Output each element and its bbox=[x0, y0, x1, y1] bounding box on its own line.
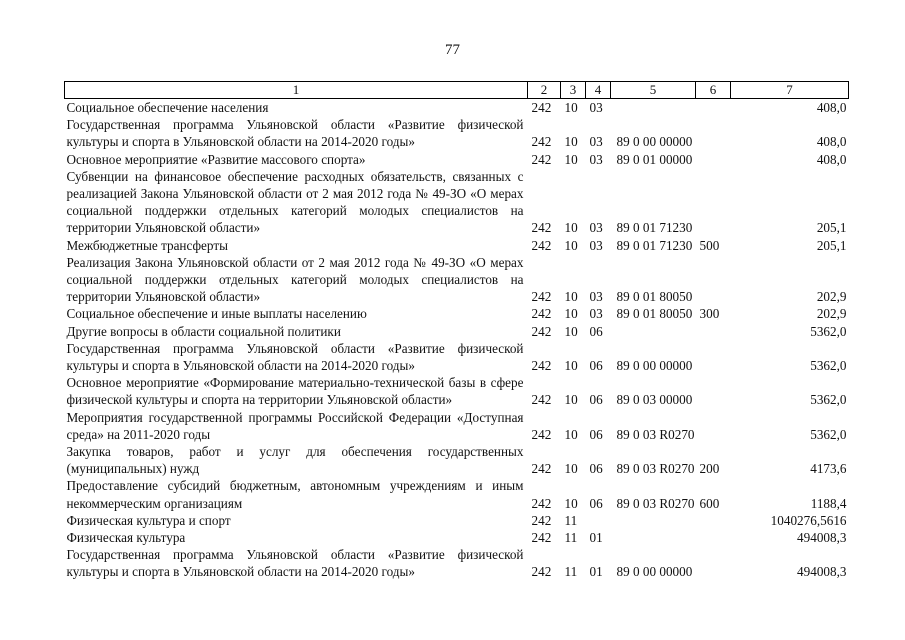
row-target-article: 89 0 00 00000 bbox=[616, 134, 693, 150]
row-ministry-code: 242 bbox=[531, 306, 552, 322]
row-name: Субвенции на финансовое обеспечение расходных обязательств, связанных с реализацией Закона Ульяновской области от 2 мая 2012 года № 49-ЗО «О мерах социальной поддержки отдельных категорий молодых специалистов на территории Ульяновской области» bbox=[66, 168, 524, 236]
row-name: Физическая культура и спорт bbox=[66, 512, 231, 528]
row-amount: 1040276,5616 bbox=[770, 512, 847, 528]
row-name: Другие вопросы в области социальной политики bbox=[66, 323, 341, 339]
header-col-1: 1 bbox=[65, 82, 528, 99]
row-expense-type bbox=[696, 340, 731, 374]
row-subsection-code: 03 bbox=[589, 134, 603, 150]
row-amount: 5362,0 bbox=[810, 358, 847, 374]
row-section-code: 10 bbox=[564, 151, 578, 167]
row-ministry-code: 242 bbox=[531, 220, 552, 236]
row-name: Реализация Закона Ульяновской области от 2 мая 2012 года № 49-ЗО «О мерах социальной поддержки отдельных категорий молодых специалистов на территории Ульяновской области» bbox=[66, 254, 524, 305]
row-amount: 202,9 bbox=[816, 289, 847, 305]
row-subsection-code: 01 bbox=[589, 530, 603, 546]
table-row bbox=[65, 409, 849, 443]
table-row bbox=[65, 237, 849, 254]
row-expense-type: 200 bbox=[699, 461, 720, 477]
row-subsection-code: 06 bbox=[589, 461, 603, 477]
row-expense-type: 500 bbox=[699, 237, 720, 253]
row-target-article: 89 0 03 R0270 bbox=[616, 426, 695, 442]
row-expense-type bbox=[696, 323, 731, 340]
row-section-code: 11 bbox=[564, 530, 578, 546]
row-target-article: 89 0 00 00000 bbox=[616, 564, 693, 580]
table-row bbox=[65, 340, 849, 374]
row-name: Основное мероприятие «Формирование материально-технической базы в сфере физической культуры и спорта на территории Ульяновской области» bbox=[66, 375, 524, 408]
row-section-code: 11 bbox=[564, 512, 578, 528]
row-ministry-code: 242 bbox=[531, 530, 552, 546]
row-target-article: 89 0 01 80050 bbox=[616, 289, 693, 305]
row-name: Закупка товаров, работ и услуг для обеспечения государственных (муниципальных) нужд bbox=[66, 444, 524, 477]
row-amount: 5362,0 bbox=[810, 392, 847, 408]
row-amount: 205,1 bbox=[816, 220, 847, 236]
row-name: Социальное обеспечение населения bbox=[66, 100, 269, 115]
row-section-code: 10 bbox=[564, 323, 578, 339]
row-target-article: 89 0 01 00000 bbox=[616, 151, 693, 167]
row-amount: 1188,4 bbox=[810, 495, 847, 511]
page-number: 77 bbox=[445, 42, 460, 58]
row-amount: 4173,6 bbox=[810, 461, 847, 477]
row-amount: 408,0 bbox=[816, 100, 847, 115]
row-subsection-code: 06 bbox=[589, 358, 603, 374]
row-expense-type: 600 bbox=[699, 495, 720, 511]
row-subsection-code: 03 bbox=[589, 151, 603, 167]
row-section-code: 11 bbox=[564, 564, 578, 580]
row-target-article: 89 0 01 71230 bbox=[616, 220, 693, 236]
row-section-code: 10 bbox=[564, 220, 578, 236]
row-target-article: 89 0 01 71230 bbox=[616, 237, 693, 253]
row-section-code: 10 bbox=[564, 392, 578, 408]
row-ministry-code: 242 bbox=[531, 151, 552, 167]
row-ministry-code: 242 bbox=[531, 564, 552, 580]
row-subsection-code: 06 bbox=[589, 323, 603, 339]
header-col-5: 5 bbox=[611, 82, 696, 99]
row-name: Государственная программа Ульяновской области «Развитие физической культуры и спорта в Ульяновской области на 2014-2020 годы» bbox=[66, 340, 524, 374]
row-ministry-code: 242 bbox=[531, 134, 552, 150]
row-section-code: 10 bbox=[564, 461, 578, 477]
row-ministry-code: 242 bbox=[531, 100, 552, 115]
row-target-article bbox=[611, 99, 696, 117]
row-target-article: 89 0 03 00000 bbox=[616, 392, 693, 408]
row-name: Основное мероприятие «Развитие массового спорта» bbox=[66, 151, 366, 167]
row-target-article: 89 0 00 00000 bbox=[616, 358, 693, 374]
row-subsection-code: 06 bbox=[589, 495, 603, 511]
table-row bbox=[65, 305, 849, 322]
row-ministry-code: 242 bbox=[531, 392, 552, 408]
row-target-article bbox=[611, 529, 696, 546]
row-expense-type bbox=[696, 529, 731, 546]
table-row bbox=[65, 443, 849, 477]
table-row bbox=[65, 254, 849, 306]
row-name: Физическая культура bbox=[66, 530, 186, 546]
header-col-3: 3 bbox=[561, 82, 586, 99]
row-section-code: 10 bbox=[564, 289, 578, 305]
row-name: Социальное обеспечение и иные выплаты населению bbox=[66, 306, 367, 322]
row-expense-type bbox=[696, 374, 731, 408]
row-target-article: 89 0 01 80050 bbox=[616, 306, 693, 322]
row-name: Межбюджетные трансферты bbox=[66, 237, 228, 253]
header-col-2: 2 bbox=[528, 82, 561, 99]
row-subsection-code: 06 bbox=[589, 426, 603, 442]
row-subsection-code: 03 bbox=[589, 220, 603, 236]
row-name: Предоставление субсидий бюджетным, автономным учреждениям и иным некоммерческим организациям bbox=[66, 478, 524, 511]
row-amount: 494008,3 bbox=[797, 564, 847, 580]
row-subsection-code: 01 bbox=[589, 564, 603, 580]
row-amount: 494008,3 bbox=[797, 530, 847, 546]
row-amount: 5362,0 bbox=[810, 426, 847, 442]
row-section-code: 10 bbox=[564, 306, 578, 322]
table-row bbox=[65, 99, 849, 117]
row-ministry-code: 242 bbox=[531, 495, 552, 511]
row-section-code: 10 bbox=[564, 100, 578, 115]
header-col-4: 4 bbox=[586, 82, 611, 99]
row-expense-type bbox=[696, 546, 731, 580]
row-expense-type bbox=[696, 254, 731, 306]
row-expense-type bbox=[696, 512, 731, 529]
row-target-article: 89 0 03 R0270 bbox=[616, 495, 695, 511]
row-expense-type bbox=[696, 151, 731, 168]
row-expense-type: 300 bbox=[699, 306, 720, 322]
row-target-article bbox=[611, 323, 696, 340]
table-row bbox=[65, 512, 849, 529]
row-ministry-code: 242 bbox=[531, 289, 552, 305]
row-section-code: 10 bbox=[564, 134, 578, 150]
row-ministry-code: 242 bbox=[531, 461, 552, 477]
row-ministry-code: 242 bbox=[531, 426, 552, 442]
row-subsection-code bbox=[586, 512, 611, 529]
row-subsection-code: 03 bbox=[589, 306, 603, 322]
row-amount: 408,0 bbox=[816, 151, 847, 167]
row-subsection-code: 06 bbox=[589, 392, 603, 408]
row-expense-type bbox=[696, 99, 731, 117]
table-row bbox=[65, 374, 849, 408]
header-col-6: 6 bbox=[696, 82, 731, 99]
row-name: Государственная программа Ульяновской области «Развитие физической культуры и спорта в Ульяновской области на 2014-2020 годы» bbox=[66, 117, 524, 150]
row-subsection-code: 03 bbox=[589, 289, 603, 305]
row-target-article: 89 0 03 R0270 bbox=[616, 461, 695, 477]
row-amount: 202,9 bbox=[816, 306, 847, 322]
row-subsection-code: 03 bbox=[589, 100, 603, 115]
row-ministry-code: 242 bbox=[531, 323, 552, 339]
table-row bbox=[65, 168, 849, 237]
table-row bbox=[65, 116, 849, 150]
table-row bbox=[65, 529, 849, 546]
row-ministry-code: 242 bbox=[531, 512, 552, 528]
table-header bbox=[65, 82, 849, 99]
budget-table bbox=[64, 81, 848, 581]
row-section-code: 10 bbox=[564, 495, 578, 511]
header-col-7: 7 bbox=[731, 82, 849, 99]
row-name: Государственная программа Ульяновской области «Развитие физической культуры и спорта в Ульяновской области на 2014-2020 годы» bbox=[66, 547, 524, 580]
row-target-article bbox=[611, 512, 696, 529]
table-body bbox=[65, 99, 849, 581]
row-name: Мероприятия государственной программы Российской Федерации «Доступная среда» на 2011-2020 годы bbox=[66, 409, 524, 442]
row-amount: 408,0 bbox=[816, 134, 847, 150]
row-amount: 205,1 bbox=[816, 237, 847, 253]
row-section-code: 10 bbox=[564, 237, 578, 253]
table-row bbox=[65, 323, 849, 340]
row-ministry-code: 242 bbox=[531, 237, 552, 253]
table-row bbox=[65, 546, 849, 580]
row-amount: 5362,0 bbox=[810, 323, 847, 339]
row-expense-type bbox=[696, 409, 731, 443]
row-section-code: 10 bbox=[564, 358, 578, 374]
row-section-code: 10 bbox=[564, 426, 578, 442]
table-row bbox=[65, 477, 849, 511]
row-subsection-code: 03 bbox=[589, 237, 603, 253]
row-expense-type bbox=[696, 168, 731, 237]
row-expense-type bbox=[696, 116, 731, 150]
row-ministry-code: 242 bbox=[531, 358, 552, 374]
table-row bbox=[65, 151, 849, 168]
